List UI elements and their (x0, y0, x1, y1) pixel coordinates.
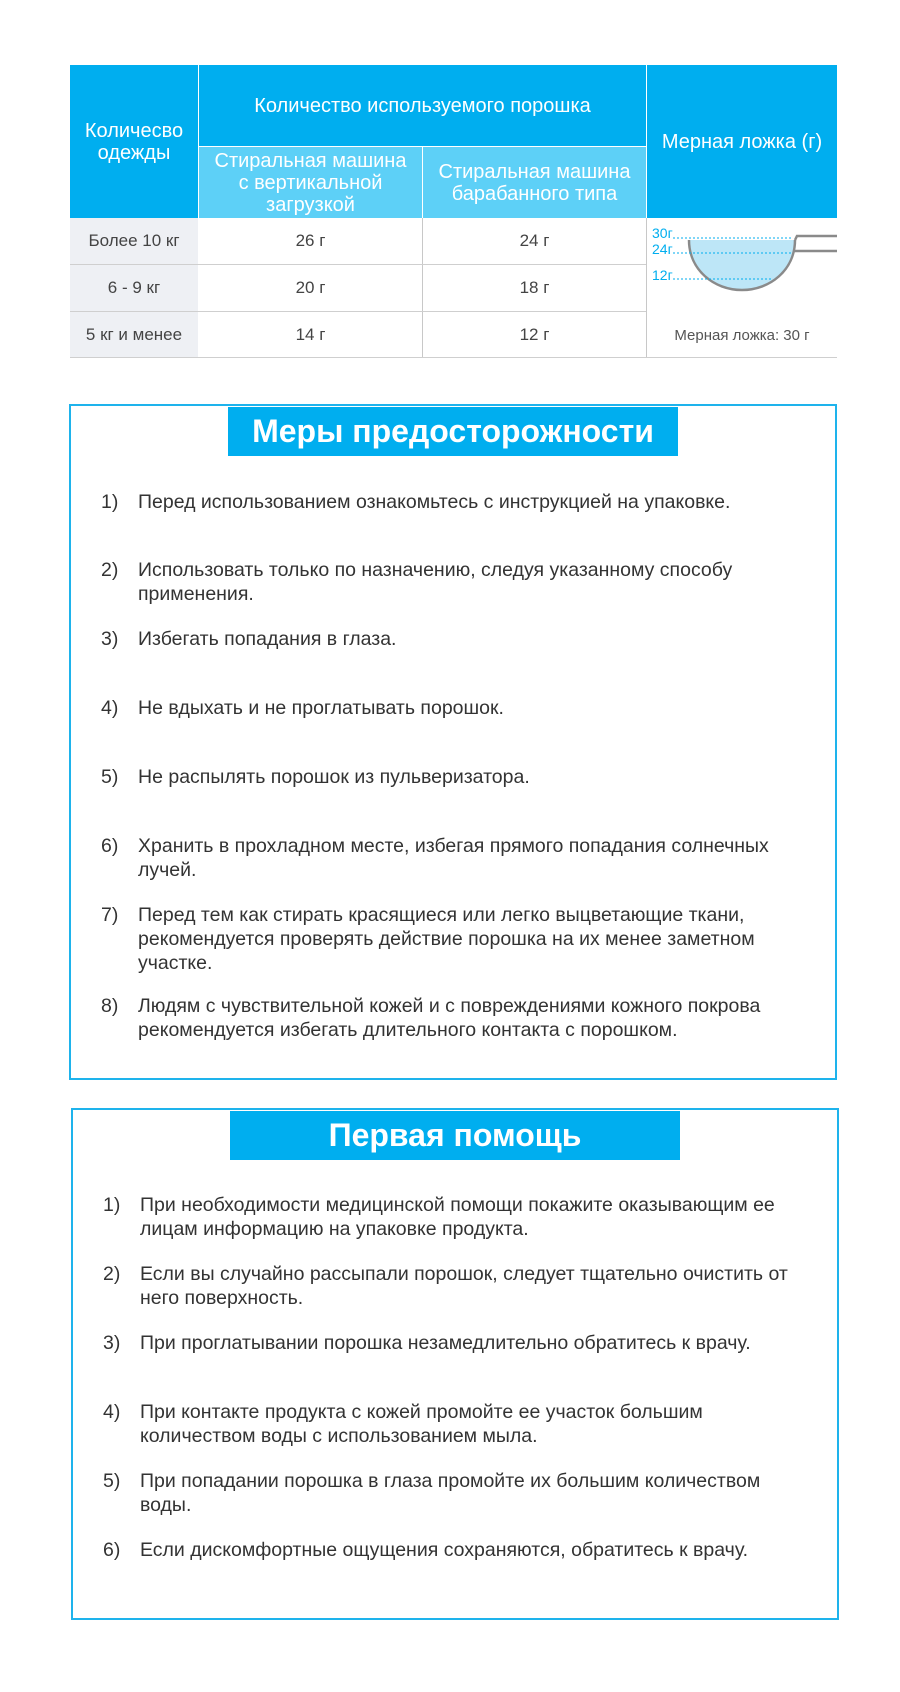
row-divider (70, 264, 646, 265)
list-item-number: 7) (101, 904, 119, 926)
list-item-number: 6) (103, 1539, 121, 1561)
list-item-text: Перед использованием ознакомьтесь с инструкцией на упаковке. (138, 491, 731, 513)
header-powder-amount (199, 65, 646, 146)
list-item-number: 6) (101, 835, 119, 857)
row-label: 5 кг и менее (70, 312, 198, 357)
header-measuring-spoon (647, 65, 837, 218)
table-bottom-line (70, 357, 837, 358)
list-item-text: Не вдыхать и не проглатывать порошок. (138, 697, 504, 719)
row-value-vertical: 20 г (199, 265, 422, 311)
header-clothes-label: Количесво одежды (84, 119, 184, 164)
spoon-mark-24: 24г (652, 241, 673, 257)
header-powder-label: Количество используемого порошка (254, 94, 591, 117)
header-spoon-label: Мерная ложка (г) (661, 130, 823, 153)
measuring-spoon-icon (647, 218, 837, 313)
header-clothes-amount (70, 65, 198, 218)
list-item-text: Если вы случайно рассыпали порошок, следует тщательно очистить от него поверхность. (140, 1263, 788, 1309)
list-item-number: 3) (101, 628, 119, 650)
row-value-drum: 18 г (423, 265, 646, 311)
list-item-text: Использовать только по назначению, следуя указанному способу применения. (138, 559, 733, 605)
spoon-mark-30: 30г (652, 225, 673, 241)
list-item-text: При попадании порошка в глаза промойте их большим количеством воды. (140, 1470, 761, 1516)
list-item-text: Избегать попадания в глаза. (138, 628, 397, 650)
list-item-number: 2) (101, 559, 119, 581)
spoon-caption: Мерная ложка: 30 г (674, 326, 810, 344)
list-item-text: При проглатывании порошка незамедлительно обратитесь к врачу. (140, 1332, 751, 1354)
list-item-text: При контакте продукта с кожей промойте ее участок большим количеством воды с использованием мыла. (140, 1401, 703, 1447)
list-item-number: 3) (103, 1332, 121, 1354)
list-item-number: 1) (103, 1194, 121, 1216)
row-label: 6 - 9 кг (70, 265, 198, 311)
list-item-text: Если дискомфортные ощущения сохраняются, обратитесь к врачу. (140, 1539, 749, 1561)
list-item-text: Перед тем как стирать красящиеся или легко выцветающие ткани, рекомендуется проверять действие порошка на их менее заметном участке. (138, 904, 755, 974)
row-value-drum: 24 г (423, 218, 646, 264)
row-value-drum: 12 г (423, 312, 646, 357)
list-item-number: 2) (103, 1263, 121, 1285)
row-value-vertical: 26 г (199, 218, 422, 264)
header-drum-machine (423, 147, 646, 218)
list-item-number: 1) (101, 491, 119, 513)
row-value-vertical: 14 г (199, 312, 422, 357)
dosage-table (70, 65, 837, 357)
header-vertical-label: Стиральная машина с вертикальной загрузкой (214, 149, 407, 216)
list-item-number: 8) (101, 995, 119, 1017)
precautions-title: Меры предосторожности (228, 407, 678, 456)
first-aid-section (71, 1108, 839, 1620)
row-label: Более 10 кг (70, 218, 198, 264)
list-item-number: 5) (103, 1470, 121, 1492)
list-item-number: 5) (101, 766, 119, 788)
list-item-number: 4) (101, 697, 119, 719)
row-divider (70, 311, 646, 312)
list-item-number: 4) (103, 1401, 121, 1423)
header-vertical-machine (199, 147, 422, 218)
list-item-text: Хранить в прохладном месте, избегая прямого попадания солнечных лучей. (138, 835, 769, 881)
first-aid-title: Первая помощь (230, 1111, 680, 1160)
list-item-text: При необходимости медицинской помощи покажите оказывающим ее лицам информацию на упаковке продукта. (140, 1194, 775, 1240)
list-item-text: Не распылять порошок из пульверизатора. (138, 766, 530, 788)
column-divider (422, 218, 423, 357)
header-drum-label: Стиральная машина барабанного типа (438, 160, 631, 205)
precautions-section (69, 404, 837, 1080)
list-item-text: Людям с чувствительной кожей и с повреждениями кожного покрова рекомендуется избегать длительного контакта с порошком. (138, 995, 761, 1041)
spoon-mark-12: 12г (652, 267, 673, 283)
